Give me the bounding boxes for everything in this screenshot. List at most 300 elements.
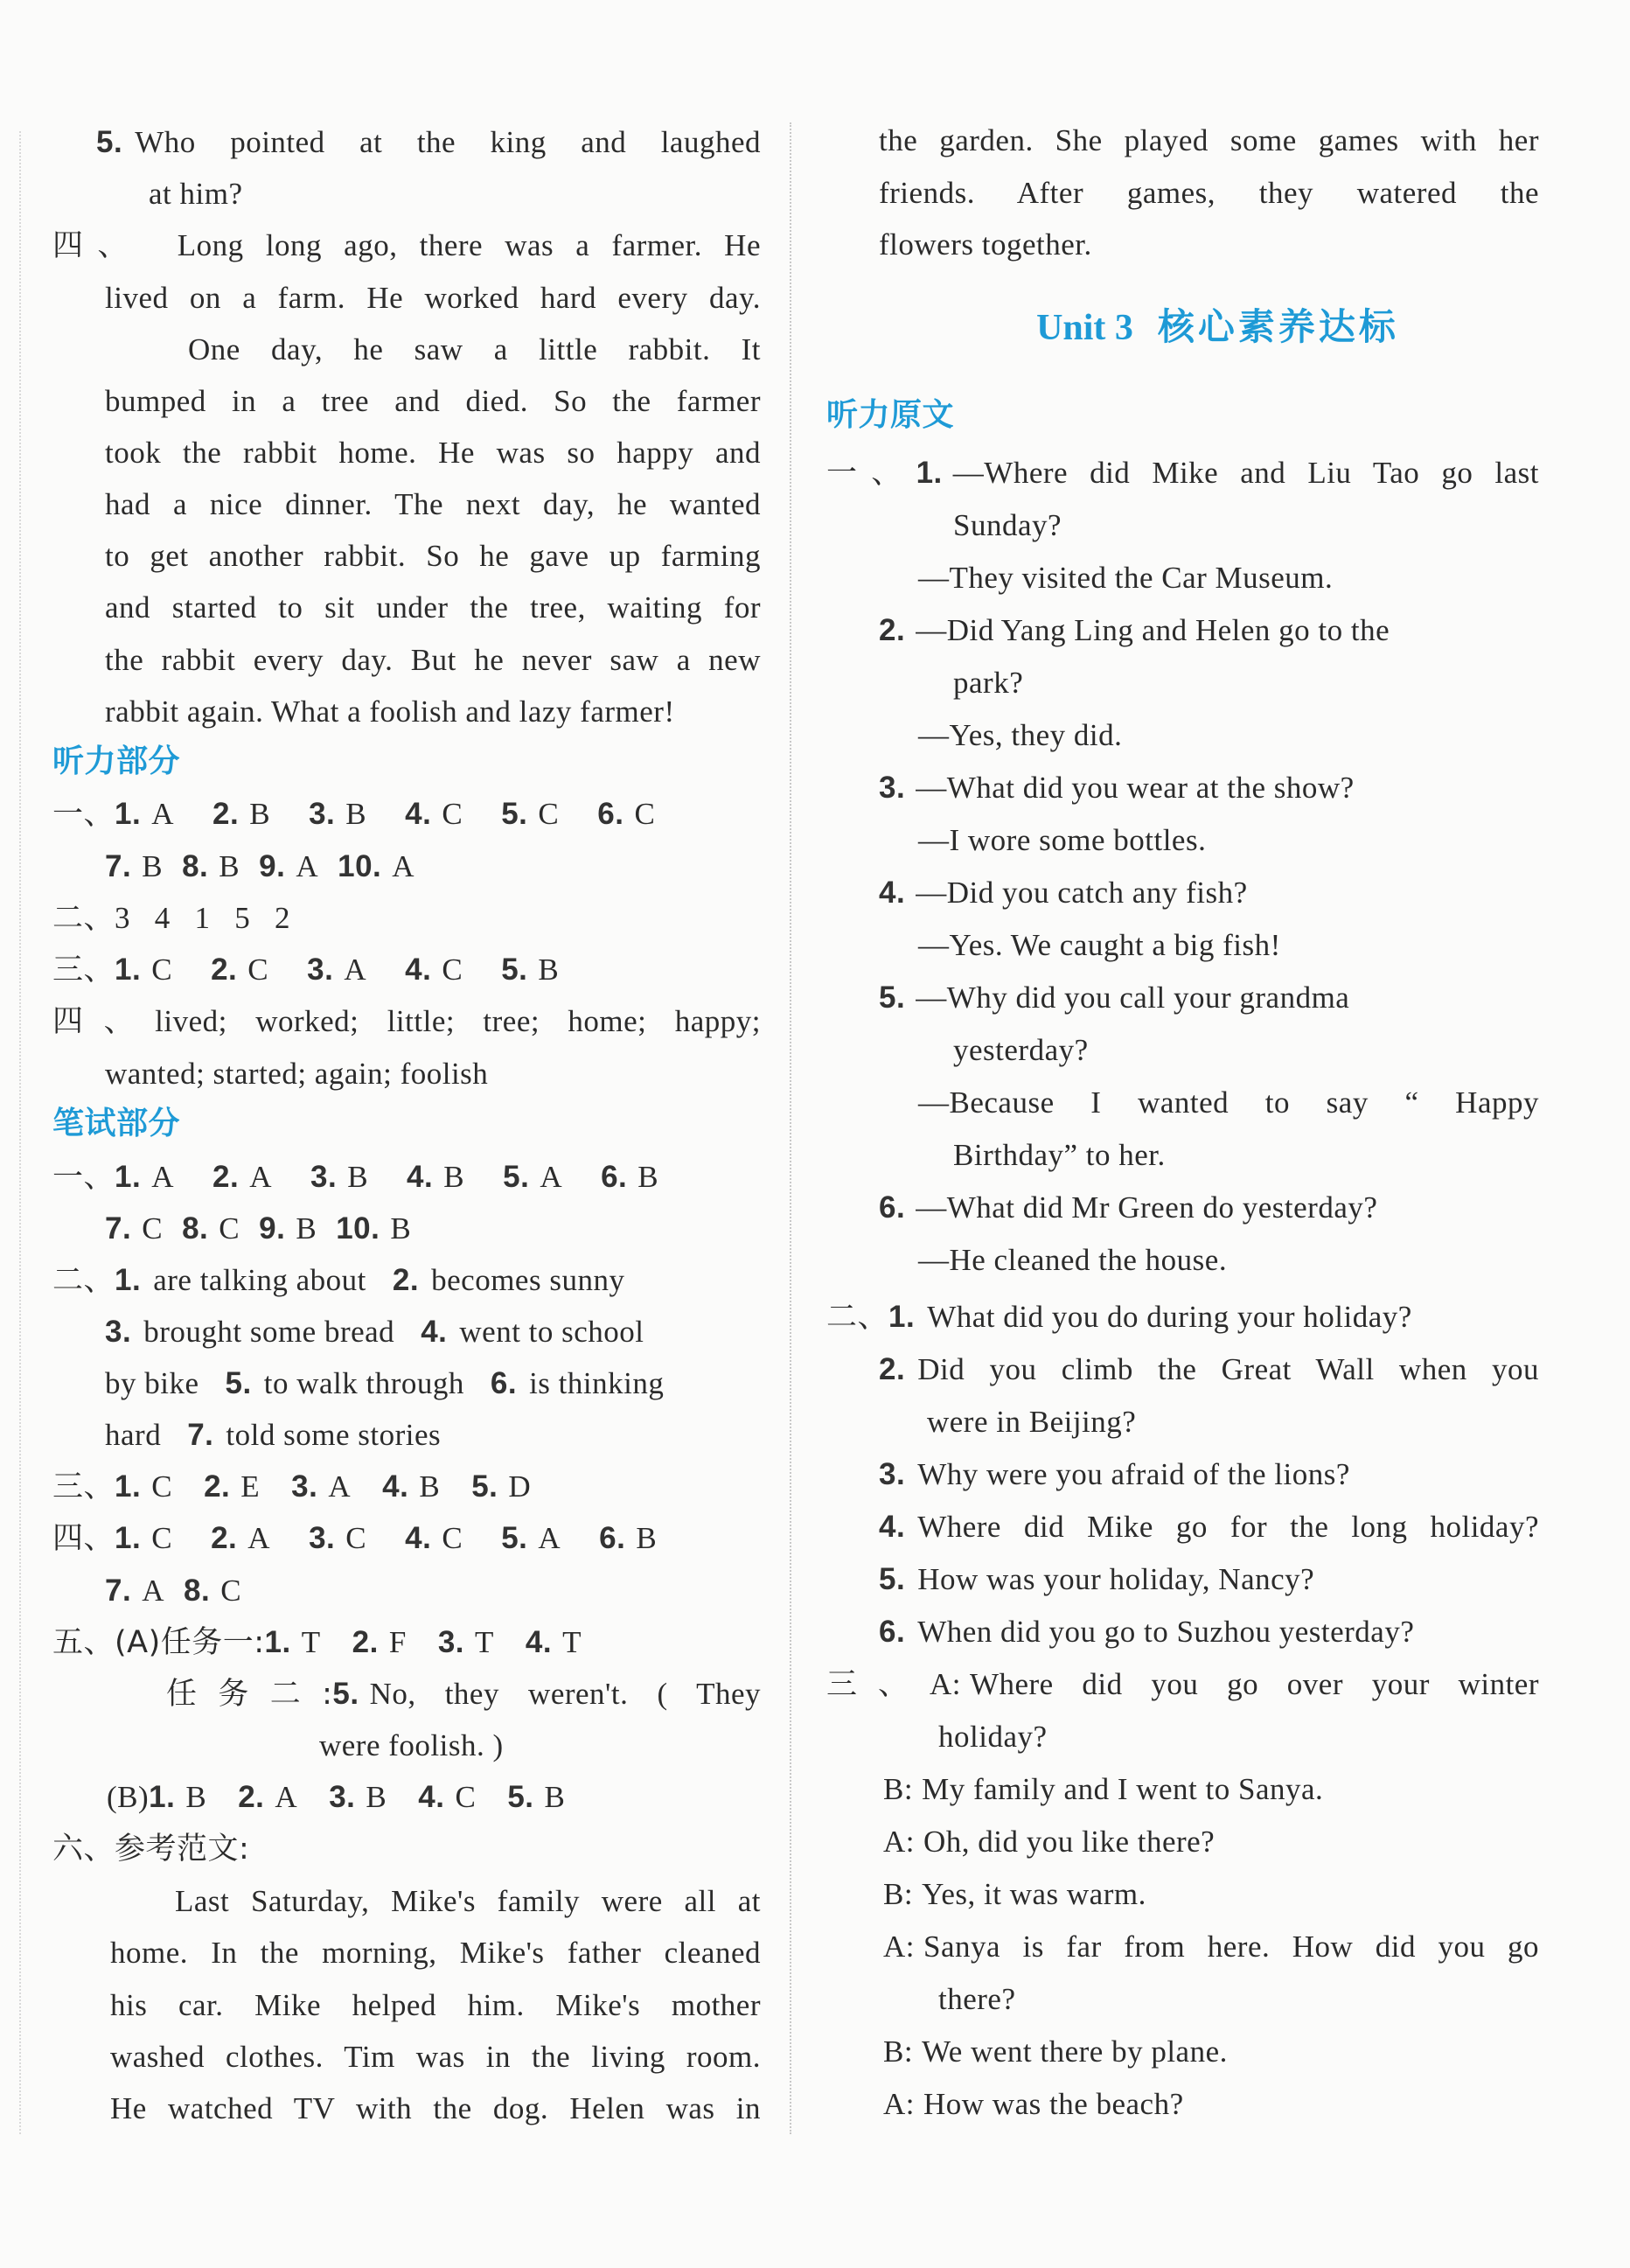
answer-item (405, 950, 463, 990)
section-label: 三、 (52, 1469, 115, 1504)
answer-value: hard (105, 1418, 162, 1452)
essay-text: friends. After games, they watered the (879, 176, 1539, 210)
answer-number: 5. (501, 1521, 528, 1555)
answer-value: B (366, 1780, 387, 1814)
answer-item (115, 950, 172, 990)
answer-value: C (442, 797, 463, 831)
script-1-item-0-line-1 (953, 506, 1539, 546)
script-1-item-2-line-0 (879, 768, 1539, 808)
story-line-0 (52, 226, 761, 266)
section-label: 四、 (52, 228, 143, 263)
essay-text: Last Saturday, Mike's family were all at (175, 1884, 761, 1918)
answer-number: 4. (421, 1315, 448, 1349)
dialogue-text: —Why did you call your grandma (916, 980, 1350, 1015)
answer-value: are talking about (153, 1263, 366, 1297)
answer-value: to walk through (263, 1366, 464, 1400)
item-number: 4. (879, 1510, 906, 1544)
dialogue-text: Oh, did you like there? (923, 1825, 1216, 1859)
answer-item (526, 1622, 582, 1663)
answer-item (212, 1157, 272, 1197)
dialogue-text: Where did you go over your winter (969, 1667, 1539, 1701)
essay-cont-1 (879, 173, 1539, 213)
answer-number: 5. (501, 953, 528, 987)
question-text: were in Beijing? (927, 1405, 1137, 1439)
dialog-0-line-0 (826, 1664, 1539, 1705)
answer-number: 8. (182, 1211, 209, 1246)
answer-number: 6. (599, 1521, 626, 1555)
answer-number: 3. (309, 797, 336, 831)
question-text: How was your holiday, Nancy? (917, 1562, 1315, 1596)
answer-value: E (240, 1469, 261, 1504)
answer-item (382, 1467, 440, 1507)
story-text: rabbit again. What a foolish and lazy farmer! (105, 694, 675, 729)
answer-number: 4. (525, 1625, 553, 1659)
answer-item (238, 1777, 297, 1818)
answer-item (115, 1467, 172, 1507)
script-2-item-4-line-0 (879, 1560, 1539, 1600)
answer-item (310, 1157, 368, 1197)
answer-item (211, 1518, 270, 1559)
listening-4-line2 (105, 1054, 761, 1094)
item-number: 3. (879, 1457, 906, 1491)
answer-number: 2. (212, 797, 240, 831)
speaker-label: B: (883, 2034, 914, 2069)
answer-item (105, 1209, 163, 1249)
answer-item (336, 1209, 411, 1249)
answer-value: C (634, 797, 656, 831)
answer-value: B (345, 797, 367, 831)
answer-number: 7. (187, 1418, 214, 1452)
dialogue-text: —What did you wear at the show? (916, 771, 1355, 805)
answer-value: went to school (459, 1315, 644, 1349)
written-5b-row (107, 1777, 761, 1818)
answer-value: B (142, 849, 164, 883)
answer-item (115, 1157, 174, 1197)
essay-text: He watched TV with the dog. Helen was in (110, 2091, 761, 2125)
speaker-label: A: (883, 1930, 915, 1964)
answer-number: 2. (204, 1469, 231, 1504)
script-1-item-4-line-1 (953, 1030, 1539, 1071)
binding-edge (19, 131, 21, 2134)
answer-number: 3. (437, 1625, 465, 1659)
essay-cont-2 (879, 225, 1539, 265)
answer-value: B (185, 1780, 207, 1814)
answer-item (501, 950, 559, 990)
answer-number: 4. (405, 1521, 432, 1555)
answer-item (265, 1622, 321, 1663)
story-text: had a nice dinner. The next day, he wanted (105, 487, 761, 521)
answer-value: T (475, 1625, 494, 1659)
dialog-0-line-1 (938, 1717, 1539, 1757)
answer-number: 7. (105, 1574, 132, 1608)
answer-number: 7. (105, 849, 132, 883)
story-line-7 (105, 588, 761, 628)
story-line-4 (105, 433, 761, 473)
answer-value: C (442, 1521, 463, 1555)
answer-value: C (247, 953, 269, 987)
answer-number: 3. (307, 953, 334, 987)
dialog-1-line-0 (883, 1769, 1539, 1810)
dialogue-text: Sunday? (953, 508, 1062, 542)
answer-item (184, 1571, 241, 1611)
essay-text: washed clothes. Tim was in the living room. (110, 2040, 761, 2074)
answer-number: 8. (183, 1574, 211, 1608)
dialogue-text: We went there by plane. (922, 2034, 1228, 2069)
item-number: 3. (879, 771, 906, 805)
answer-value: B (419, 1469, 441, 1504)
answer-item (438, 1622, 494, 1663)
answer-number: 2. (238, 1780, 265, 1814)
essay-text: flowers together. (879, 227, 1092, 262)
script-1-item-5-line-0 (879, 1188, 1539, 1228)
dialogue-text: —I wore some bottles. (918, 823, 1207, 857)
section-label: 任务二: (166, 1677, 333, 1712)
answer-sequence: 3 4 1 5 2 (115, 901, 291, 935)
question-text: at him? (149, 177, 243, 211)
answer-number: 5. (225, 1366, 252, 1400)
written-5-task2 (166, 1674, 761, 1714)
answer-item (105, 1415, 161, 1455)
section-heading: 听力部分 (52, 743, 181, 779)
dialog-5-line-0 (883, 2032, 1539, 2072)
dialogue-text: —Yes. We caught a big fish! (918, 928, 1281, 962)
answer-number: 4. (418, 1780, 445, 1814)
item-number: 6. (879, 1190, 906, 1225)
section-label: 三、 (52, 953, 115, 987)
answer-item (507, 1777, 565, 1818)
answer-value: C (442, 953, 463, 987)
essay-text: the garden. She played some games with her (879, 123, 1539, 157)
answer-value: A (249, 1160, 272, 1194)
dialogue-text: park? (953, 666, 1024, 700)
speaker-label: A: (883, 2087, 915, 2121)
dialogue-text: Sanya is far from here. How did you go (923, 1930, 1539, 1964)
answer-number: 1. (115, 1263, 142, 1297)
answer-item (309, 1518, 366, 1559)
section-label: 一、 (52, 797, 115, 832)
unit-title (896, 303, 1539, 352)
unit-name: 核心素养达标 (1157, 305, 1399, 348)
answer-value: A (151, 1160, 174, 1194)
essay-text: home. In the morning, Mike's father cleaned (110, 1936, 761, 1970)
answer-value: C (151, 953, 173, 987)
question-number: 5. (96, 125, 123, 159)
item-number: 1. (888, 1300, 916, 1334)
section-label: 二、 (52, 1263, 115, 1298)
answer-value: B (219, 849, 240, 883)
answer-value: becomes sunny (431, 1263, 625, 1297)
answer-number: 3. (291, 1469, 318, 1504)
answer-item (115, 1260, 366, 1301)
written-4-row2 (105, 1571, 761, 1611)
written-2-line-2 (105, 1364, 761, 1404)
answer-value: C (151, 1521, 173, 1555)
answer-number: 1. (115, 953, 142, 987)
answer-value: B (636, 1521, 658, 1555)
answer-item (501, 1518, 561, 1559)
answer-number: 9. (259, 1211, 286, 1246)
dialogue-text: there? (938, 1982, 1016, 2016)
answer-value: told some stories (226, 1418, 442, 1452)
story-text: bumped in a tree and died. So the farmer (105, 384, 761, 418)
written-1-row2 (105, 1209, 761, 1249)
listening-heading (52, 742, 761, 782)
answer-item (149, 1777, 206, 1818)
script-1-item-3-line-0 (879, 873, 1539, 913)
dialogue-text: —They visited the Car Museum. (918, 561, 1334, 595)
answer-number: 1. (115, 1469, 142, 1504)
dialog-6-line-0 (883, 2084, 1539, 2125)
answer-item (115, 794, 174, 834)
story-text: took the rabbit home. He was so happy and (105, 436, 761, 470)
answer-item (338, 847, 414, 887)
dialogue-text: holiday? (938, 1720, 1048, 1754)
written-3-row (52, 1467, 761, 1507)
story-line-2 (188, 330, 761, 370)
answer-item (599, 1518, 657, 1559)
item-number: 1. (916, 456, 943, 490)
answer-value: C (142, 1211, 164, 1246)
answer-value: B (347, 1160, 369, 1194)
dialog-4-line-1 (938, 1979, 1539, 2020)
section-label: 五、(A)任务一: (52, 1625, 265, 1660)
story-line-9 (105, 692, 761, 732)
answer-item (259, 1209, 317, 1249)
answer-item (105, 847, 163, 887)
answer-number: 6. (601, 1160, 628, 1194)
answer-item (352, 1622, 407, 1663)
script-1-item-3-line-1 (918, 925, 1539, 966)
section-heading: 笔试部分 (52, 1106, 181, 1141)
answer-value: C (219, 1211, 240, 1246)
answer-number: 4. (407, 1160, 434, 1194)
answer-value: B (249, 797, 271, 831)
answer-number: 9. (259, 849, 286, 883)
answer-number: 3. (329, 1780, 356, 1814)
dialog-4-line-0 (883, 1927, 1539, 1967)
answer-value: C (538, 797, 560, 831)
story-line-6 (105, 536, 761, 576)
answer-value: by bike (105, 1366, 199, 1400)
answer-item (503, 1157, 562, 1197)
script-2-item-5-line-0 (879, 1612, 1539, 1652)
script-1-item-0-line-0 (826, 453, 1539, 493)
answer-number: 4. (405, 953, 432, 987)
answer-number: 2. (211, 1521, 238, 1555)
answer-value: A (328, 1469, 352, 1504)
answer-item (405, 1518, 463, 1559)
script-1-item-2-line-1 (918, 820, 1539, 861)
dialogue-text: —Yes, they did. (918, 718, 1123, 752)
answer-item (211, 950, 268, 990)
dialogue-text: —Because I wanted to say “ Happy (918, 1085, 1539, 1120)
answer-item (291, 1467, 351, 1507)
dialogue-text: How was the beach? (923, 2087, 1184, 2121)
answer-value: B (637, 1160, 659, 1194)
answer-number: 8. (182, 849, 209, 883)
column-divider (790, 122, 791, 2134)
answer-value: A (142, 1574, 164, 1608)
answer-item (501, 794, 559, 834)
written-2-line-0 (52, 1260, 761, 1301)
answer-number: 3. (310, 1160, 338, 1194)
dialogue-text: My family and I went to Sanya. (922, 1772, 1324, 1806)
answer-value: B (538, 953, 560, 987)
section-label: 三、 (826, 1667, 930, 1702)
section-label: 一、 (52, 1160, 115, 1195)
written-heading (52, 1104, 761, 1144)
written-1-row1 (52, 1157, 761, 1197)
dialogue-text: —He cleaned the house. (918, 1243, 1228, 1277)
question-text: Where did Mike go for the long holiday? (917, 1510, 1539, 1544)
answer-value: D (508, 1469, 532, 1504)
answer-value: C (151, 1469, 173, 1504)
answer-number: 1. (264, 1625, 291, 1659)
item-number: 5. (879, 1562, 906, 1596)
story-text: and started to sit under the tree, waiting for (105, 590, 761, 625)
section-label: 二、 (826, 1300, 889, 1335)
speaker-label: B: (883, 1877, 914, 1911)
section-label: 二、 (52, 901, 115, 936)
story-text: to get another rabbit. So he gave up farming (105, 539, 761, 573)
answer-value: is thinking (529, 1366, 665, 1400)
answer-number: 2. (352, 1625, 379, 1659)
essay-text: his car. Mike helped him. Mike's mother (110, 1988, 761, 2022)
story-line-1 (105, 278, 761, 318)
answer-number: 10. (338, 849, 382, 883)
script-2-item-2-line-0 (879, 1455, 1539, 1495)
story-line-3 (105, 381, 761, 422)
speaker-label: A: (929, 1667, 961, 1701)
item-number: 2. (879, 1352, 906, 1386)
dialogue-text: —What did Mr Green do yesterday? (916, 1190, 1378, 1225)
answer-item (471, 1467, 531, 1507)
answer-item (115, 1518, 172, 1559)
question-text: Why were you afraid of the lions? (917, 1457, 1350, 1491)
answer-number: 4. (382, 1469, 409, 1504)
answer-item (105, 1571, 164, 1611)
answer-item (307, 950, 366, 990)
section-label: 四、 (52, 1521, 115, 1556)
answer-number: 1. (149, 1780, 176, 1814)
script-1-item-1-line-1 (953, 663, 1539, 703)
essay-line-4 (110, 2089, 761, 2129)
question-text: What did you do during your holiday? (927, 1300, 1412, 1334)
answer-item (418, 1777, 476, 1818)
story-text: the rabbit every day. But he never saw a new (105, 643, 761, 677)
section-label: 一、 (826, 456, 916, 491)
script-1-item-0-line-2 (918, 558, 1539, 598)
essay-line-3 (110, 2037, 761, 2077)
answer-number: 6. (490, 1366, 518, 1400)
answer-item (204, 1467, 260, 1507)
section-label: 六、参考范文: (52, 1832, 250, 1867)
answer-value: B (443, 1160, 465, 1194)
listening-3-row (52, 950, 761, 990)
answer-number: 5. (503, 1160, 530, 1194)
answer-number: 5. (507, 1780, 534, 1814)
script-2-item-1-line-1 (927, 1402, 1539, 1442)
essay-line-2 (110, 1985, 761, 2026)
answer-item (491, 1364, 664, 1404)
item-number: 6. (879, 1615, 906, 1649)
written-4-row1 (52, 1518, 761, 1559)
answer-value: C (455, 1780, 477, 1814)
essay-line-0 (175, 1881, 761, 1922)
answer-item (601, 1157, 658, 1197)
answer-item (182, 847, 240, 887)
answer-item (105, 1312, 394, 1352)
listening-2-row (52, 898, 761, 939)
answer-value: A (392, 849, 415, 883)
section-label: 四、 (52, 1004, 156, 1039)
answer-words: lived; worked; little; tree; home; happy; (155, 1004, 761, 1038)
listening-1-row1 (52, 794, 761, 834)
essay-cont-0 (879, 121, 1539, 161)
answer-number: 2. (392, 1263, 420, 1297)
answer-number: 4. (405, 797, 432, 831)
speaker-label: B: (883, 1772, 914, 1806)
script-1-item-1-line-2 (918, 715, 1539, 756)
essay-line-1 (110, 1933, 761, 1973)
dialogue-text: Birthday” to her. (953, 1138, 1166, 1172)
dialogue-text: —Did Yang Ling and Helen go to the (916, 613, 1390, 647)
answer-number: 5. (332, 1677, 359, 1711)
answer-number: 1. (115, 1160, 142, 1194)
item-number: 2. (879, 613, 906, 647)
answer-item (597, 794, 655, 834)
written-5-row1 (52, 1622, 761, 1663)
answer-number: 2. (211, 953, 238, 987)
dialogue-text: —Where did Mike and Liu Tao go last (952, 456, 1539, 490)
dialogue-text: yesterday? (953, 1033, 1089, 1067)
answer-value: C (345, 1521, 367, 1555)
story-line-5 (105, 485, 761, 525)
answer-value: A (538, 1521, 561, 1555)
section-label: (B) (107, 1780, 150, 1814)
question-text: When did you go to Suzhou yesterday? (917, 1615, 1415, 1649)
answer-value: were foolish. ) (319, 1728, 504, 1762)
answer-value: brought some bread (143, 1315, 395, 1349)
written-5-task2-cont (319, 1726, 761, 1766)
story-text: One day, he saw a little rabbit. It (188, 332, 761, 366)
answer-number: 1. (115, 1521, 142, 1555)
written-6-heading (52, 1829, 761, 1869)
dialogue-text: —Did you catch any fish? (916, 876, 1248, 910)
answer-number: 5. (501, 797, 528, 831)
answer-value: C (220, 1574, 242, 1608)
answer-value: A (247, 1521, 271, 1555)
listening-4-line1 (52, 1001, 761, 1042)
answer-item (182, 1209, 240, 1249)
answer-value: A (151, 797, 174, 831)
answer-value: A (540, 1160, 563, 1194)
answer-item (187, 1415, 441, 1455)
script-2-item-3-line-0 (879, 1507, 1539, 1547)
script-1-item-5-line-1 (918, 1240, 1539, 1281)
answer-value: T (301, 1625, 321, 1659)
written-2-line-1 (105, 1312, 761, 1352)
answer-number: 7. (105, 1211, 132, 1246)
question-text: Did you climb the Great Wall when you (917, 1352, 1539, 1386)
answer-item (329, 1777, 387, 1818)
story-line-8 (105, 640, 761, 680)
script-2-item-0-line-0 (826, 1297, 1539, 1337)
answer-item (105, 1364, 199, 1404)
answer-item (212, 794, 270, 834)
script-1-item-1-line-0 (879, 611, 1539, 651)
dialog-2-line-0 (883, 1822, 1539, 1862)
